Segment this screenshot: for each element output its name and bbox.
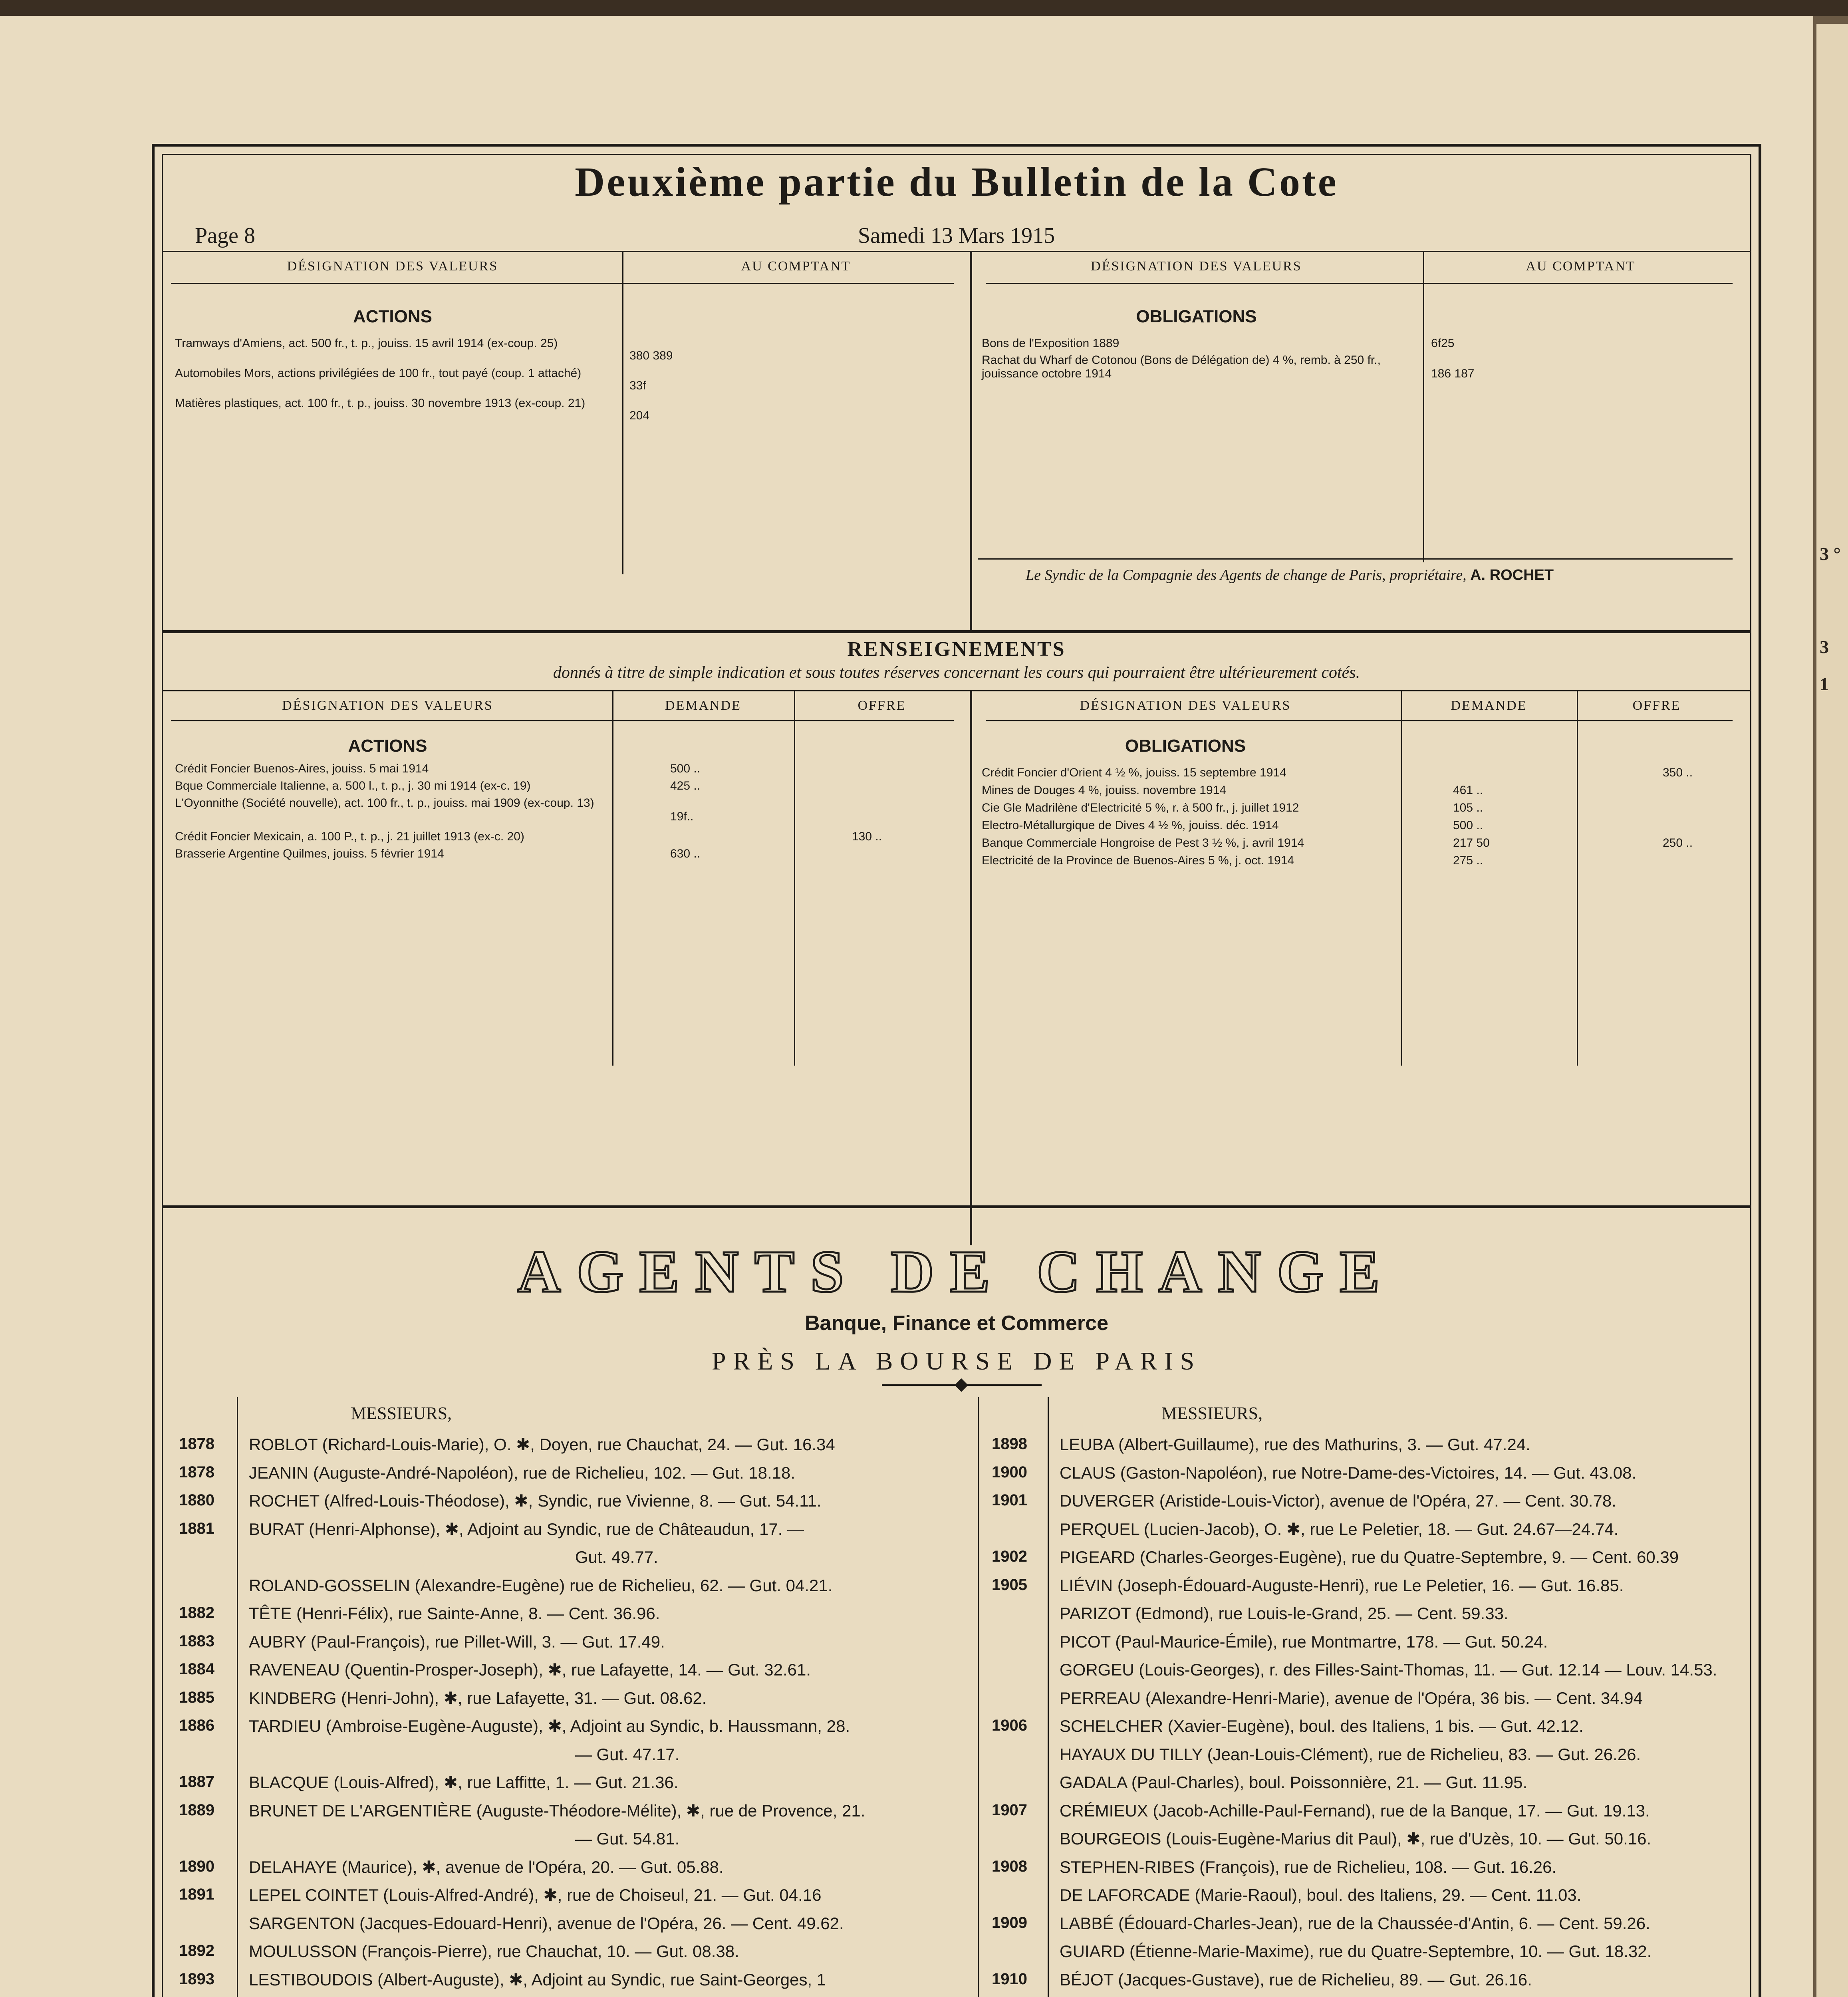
- page-frame: [152, 144, 1761, 1997]
- rule: [171, 720, 954, 721]
- agent-entry: LEUBA (Albert-Guillaume), rue des Mathurins, 3. — Gut. 47.24.: [1060, 1435, 1530, 1454]
- rens-row-name: Electro-Métallurgique de Dives 4 ½ %, jouiss. déc. 1914: [982, 819, 1279, 832]
- agent-year: 1881: [179, 1519, 214, 1537]
- page-number: Page 8: [195, 223, 255, 248]
- agent-entry: BLACQUE (Louis-Alfred), ✱, rue Laffitte, 1. — Gut. 21.36.: [249, 1773, 679, 1792]
- ornament-diamond: [955, 1378, 968, 1392]
- syndic-note: [1026, 566, 1554, 584]
- newspaper-page: [0, 16, 1813, 1997]
- col-header-designation: DÉSIGNATION DES VALEURS: [282, 698, 493, 713]
- rule: [978, 558, 1733, 560]
- page-title: Deuxième partie du Bulletin de la Cote: [575, 159, 1338, 205]
- agent-entry: CRÉMIEUX (Jacob-Achille-Paul-Fernand), rue de la Banque, 17. — Gut. 19.13.: [1060, 1801, 1650, 1820]
- rens-demande: 500 ..: [670, 762, 701, 775]
- agent-entry: PERQUEL (Lucien-Jacob), O. ✱, rue Le Peletier, 18. — Gut. 24.67—24.74.: [1060, 1519, 1619, 1538]
- section-rule: [163, 1205, 1750, 1208]
- agent-entry: ROCHET (Alfred-Louis-Théodose), ✱, Syndic, rue Vivienne, 8. — Gut. 54.11.: [249, 1491, 822, 1510]
- rens-row-name: Brasserie Argentine Quilmes, jouiss. 5 février 1914: [175, 847, 444, 860]
- agents-subtitle-bourse: PRÈS LA BOURSE DE PARIS: [711, 1347, 1202, 1375]
- agent-entry: CLAUS (Gaston-Napoléon), rue Notre-Dame-des-Victoires, 14. — Gut. 43.08.: [1060, 1463, 1637, 1482]
- agent-entry: DUVERGER (Aristide-Louis-Victor), avenue de l'Opéra, 27. — Cent. 30.78.: [1060, 1491, 1616, 1510]
- agent-entry: PERREAU (Alexandre-Henri-Marie), avenue de l'Opéra, 36 bis. — Cent. 34.94: [1060, 1688, 1643, 1707]
- col-header-designation: DÉSIGNATION DES VALEURS: [1091, 259, 1302, 274]
- agent-year: 1900: [992, 1463, 1027, 1481]
- agent-entry: LEPEL COINTET (Louis-Alfred-André), ✱, rue de Choiseul, 21. — Gut. 04.16: [249, 1886, 822, 1904]
- col-header-offre: OFFRE: [858, 698, 906, 713]
- agent-entry: DE LAFORCADE (Marie-Raoul), boul. des Italiens, 29. — Cent. 11.03.: [1060, 1886, 1582, 1904]
- agent-entry: GORGEU (Louis-Georges), r. des Filles-Saint-Thomas, 11. — Gut. 12.14 — Louv. 14.53.: [1060, 1660, 1717, 1679]
- section-rule: [163, 630, 1750, 633]
- rens-demande: 275 ..: [1453, 854, 1483, 867]
- rule: [171, 283, 954, 284]
- messieurs-left: MESSIEURS,: [351, 1403, 452, 1423]
- center-divider: [978, 1397, 979, 1997]
- renseignements-subtitle: donnés à titre de simple indication et sous toutes réserves concernant les cours qui pourraient être ultérieurement cotés.: [553, 663, 1360, 682]
- rens-demande: 105 ..: [1453, 801, 1483, 814]
- agent-entry: HAYAUX DU TILLY (Jean-Louis-Clément), rue de Richelieu, 83. — Gut. 26.26.: [1060, 1745, 1641, 1764]
- cote-row-value: 204: [629, 409, 650, 422]
- rens-offre: 350 ..: [1663, 766, 1693, 779]
- agent-entry: ROBLOT (Richard-Louis-Marie), O. ✱, Doyen, rue Chauchat, 24. — Gut. 16.34: [249, 1435, 835, 1454]
- rens-row-name: Crédit Foncier d'Orient 4 ½ %, jouiss. 15 septembre 1914: [982, 766, 1286, 779]
- agent-entry: SARGENTON (Jacques-Edouard-Henri), avenue de l'Opéra, 26. — Cent. 49.62.: [249, 1914, 844, 1933]
- agent-year: 1908: [992, 1857, 1027, 1875]
- col-header-comptant: AU COMPTANT: [741, 259, 851, 274]
- renseignements-title: RENSEIGNEMENTS: [847, 638, 1066, 661]
- cote-row-name: Tramways d'Amiens, act. 500 fr., t. p., jouiss. 15 avril 1914 (ex-coup. 25): [175, 337, 558, 350]
- col-header-offre: OFFRE: [1632, 698, 1681, 713]
- rens-demande: 630 ..: [670, 847, 701, 860]
- edge-fragment: 1: [1820, 674, 1829, 694]
- cote-row-name: Automobiles Mors, actions privilégiées de 100 fr., tout payé (coup. 1 attaché): [175, 367, 582, 380]
- agent-year: 1890: [179, 1857, 214, 1875]
- rule: [163, 690, 1750, 691]
- rens-row-name: Bque Commerciale Italienne, a. 500 l., t. p., j. 30 mi 1914 (ex-c. 19): [175, 779, 531, 792]
- agent-entry: BURAT (Henri-Alphonse), ✱, Adjoint au Syndic, rue de Châteaudun, 17. —: [249, 1519, 804, 1538]
- agent-entry: PIGEARD (Charles-Georges-Eugène), rue du Quatre-Septembre, 9. — Cent. 60.39: [1060, 1548, 1679, 1566]
- rens-demande: 217 50: [1453, 836, 1490, 850]
- year-column-divider: [1048, 1397, 1049, 1997]
- agent-entry: STEPHEN-RIBES (François), rue de Richelieu, 108. — Gut. 16.26.: [1060, 1857, 1557, 1876]
- col-header-comptant: AU COMPTANT: [1526, 259, 1636, 274]
- rens-offre: 130 ..: [852, 830, 882, 843]
- agent-year: 1905: [992, 1576, 1027, 1594]
- rens-demande: 500 ..: [1453, 819, 1483, 832]
- agent-year: 1901: [992, 1491, 1027, 1509]
- section-obligations: OBLIGATIONS: [1136, 307, 1257, 326]
- agent-entry: BRUNET DE L'ARGENTIÈRE (Auguste-Théodore-Mélite), ✱, rue de Provence, 21.: [249, 1801, 865, 1820]
- section-obligations: OBLIGATIONS: [1125, 736, 1246, 756]
- syndic-name: A. ROCHET: [1470, 567, 1554, 584]
- agent-entry: KINDBERG (Henri-John), ✱, rue Lafayette, 31. — Gut. 08.62.: [249, 1688, 707, 1707]
- rens-row-name: Electricité de la Province de Buenos-Aires 5 %, j. oct. 1914: [982, 854, 1294, 867]
- agent-entry: LESTIBOUDOIS (Albert-Auguste), ✱, Adjoint au Syndic, rue Saint-Georges, 1: [249, 1970, 826, 1989]
- agent-year: 1906: [992, 1717, 1027, 1734]
- agent-entry: BÉJOT (Jacques-Gustave), rue de Richelieu, 89. — Gut. 26.16.: [1060, 1970, 1532, 1989]
- section-actions: ACTIONS: [348, 736, 427, 756]
- page-frame-inner: [162, 154, 1751, 1997]
- rens-row-name: Mines de Douges 4 %, jouiss. novembre 1914: [982, 784, 1227, 797]
- cote-row-name: Matières plastiques, act. 100 fr., t. p., jouiss. 30 novembre 1913 (ex-coup. 21): [175, 397, 586, 410]
- edge-fragment: 3 °: [1820, 544, 1841, 564]
- column-divider: [612, 690, 613, 1066]
- agent-year: 1878: [179, 1463, 214, 1481]
- rens-row-name: Crédit Foncier Mexicain, a. 100 P., t. p., j. 21 juillet 1913 (ex-c. 20): [175, 830, 524, 843]
- next-page-edge: [1816, 24, 1848, 1997]
- agent-entry: PARIZOT (Edmond), rue Louis-le-Grand, 25. — Cent. 59.33.: [1060, 1604, 1509, 1623]
- cote-row-value: 6f25: [1431, 337, 1455, 350]
- rens-row-name: L'Oyonnithe (Société nouvelle), act. 100 fr., t. p., jouiss. mai 1909 (ex-coup. 13): [175, 796, 594, 810]
- agent-entry: MOULUSSON (François-Pierre), rue Chauchat, 10. — Gut. 08.38.: [249, 1942, 739, 1961]
- rens-row-name: Cie Gle Madrilène d'Electricité 5 %, r. à 500 fr., j. juillet 1912: [982, 801, 1299, 814]
- cote-row-name: Bons de l'Exposition 1889: [982, 337, 1120, 350]
- agent-entry: SCHELCHER (Xavier-Eugène), boul. des Italiens, 1 bis. — Gut. 42.12.: [1060, 1717, 1584, 1735]
- agent-year: 1884: [179, 1660, 214, 1678]
- agent-year: 1909: [992, 1914, 1027, 1931]
- agent-entry: GUIARD (Étienne-Marie-Maxime), rue du Quatre-Septembre, 10. — Gut. 18.32.: [1060, 1942, 1652, 1961]
- agent-year: 1892: [179, 1942, 214, 1959]
- rule: [986, 720, 1733, 721]
- agent-entry: — Gut. 54.81.: [249, 1829, 680, 1848]
- agent-entry: JEANIN (Auguste-André-Napoléon), rue de Richelieu, 102. — Gut. 18.18.: [249, 1463, 796, 1482]
- rule: [986, 283, 1733, 284]
- rule: [163, 251, 1750, 252]
- agent-entry: Gut. 49.77.: [249, 1548, 658, 1566]
- agent-year: 1893: [179, 1970, 214, 1988]
- agent-year: 1891: [179, 1886, 214, 1903]
- agent-year: 1885: [179, 1688, 214, 1706]
- section-actions: ACTIONS: [353, 307, 432, 326]
- cote-row-value: 380 389: [629, 349, 673, 362]
- agent-entry: TÊTE (Henri-Félix), rue Sainte-Anne, 8. — Cent. 36.96.: [249, 1604, 660, 1623]
- column-divider: [1423, 251, 1424, 562]
- agent-entry: LIÉVIN (Joseph-Édouard-Auguste-Henri), rue Le Peletier, 16. — Gut. 16.85.: [1060, 1576, 1624, 1595]
- edge-fragment: 3: [1820, 637, 1829, 657]
- agent-entry: PICOT (Paul-Maurice-Émile), rue Montmartre, 178. — Gut. 50.24.: [1060, 1632, 1548, 1651]
- agents-subtitle: Banque, Finance et Commerce: [805, 1312, 1108, 1335]
- agent-year: 1898: [992, 1435, 1027, 1453]
- agent-entry: — Gut. 47.17.: [249, 1745, 680, 1764]
- rens-row-name: Banque Commerciale Hongroise de Pest 3 ½ %, j. avril 1914: [982, 836, 1304, 850]
- agent-year: 1878: [179, 1435, 214, 1453]
- col-header-designation: DÉSIGNATION DES VALEURS: [287, 259, 498, 274]
- messieurs-right: MESSIEURS,: [1161, 1403, 1263, 1423]
- rens-demande: 19f..: [670, 810, 694, 823]
- column-divider: [1577, 690, 1578, 1066]
- rens-row-name: Crédit Foncier Buenos-Aires, jouiss. 5 mai 1914: [175, 762, 429, 775]
- agent-year: 1889: [179, 1801, 214, 1819]
- agent-year: 1882: [179, 1604, 214, 1622]
- column-divider: [794, 690, 795, 1066]
- col-header-demande: DEMANDE: [665, 698, 741, 713]
- cote-row-value: 33f: [629, 379, 646, 392]
- agent-entry: BOURGEOIS (Louis-Eugène-Marius dit Paul), ✱, rue d'Uzès, 10. — Gut. 50.16.: [1060, 1829, 1651, 1848]
- center-divider: [970, 690, 972, 1245]
- agent-entry: DELAHAYE (Maurice), ✱, avenue de l'Opéra, 20. — Gut. 05.88.: [249, 1857, 724, 1876]
- col-header-demande: DEMANDE: [1451, 698, 1527, 713]
- agent-entry: GADALA (Paul-Charles), boul. Poissonnière, 21. — Gut. 11.95.: [1060, 1773, 1528, 1792]
- agents-title: AGENTS DE CHANGE: [517, 1239, 1396, 1305]
- agent-year: 1907: [992, 1801, 1027, 1819]
- rens-demande: 425 ..: [670, 779, 701, 792]
- agent-year: 1886: [179, 1717, 214, 1734]
- rens-offre: 250 ..: [1663, 836, 1693, 850]
- issue-date: Samedi 13 Mars 1915: [858, 223, 1055, 248]
- agent-entry: LABBÉ (Édouard-Charles-Jean), rue de la Chaussée-d'Antin, 6. — Cent. 59.26.: [1060, 1914, 1650, 1933]
- column-divider: [622, 251, 623, 574]
- agent-entry: ROLAND-GOSSELIN (Alexandre-Eugène) rue de Richelieu, 62. — Gut. 04.21.: [249, 1576, 833, 1595]
- agent-entry: TARDIEU (Ambroise-Eugène-Auguste), ✱, Adjoint au Syndic, b. Haussmann, 28.: [249, 1717, 850, 1735]
- syndic-text: Le Syndic de la Compagnie des Agents de change de Paris, propriétaire,: [1026, 567, 1467, 584]
- agent-year: 1902: [992, 1548, 1027, 1565]
- agent-year: 1883: [179, 1632, 214, 1650]
- agent-year: 1910: [992, 1970, 1027, 1988]
- column-divider: [1401, 690, 1402, 1066]
- cote-row-value: 186 187: [1431, 367, 1475, 380]
- agent-entry: AUBRY (Paul-François), rue Pillet-Will, 3. — Gut. 17.49.: [249, 1632, 665, 1651]
- col-header-designation: DÉSIGNATION DES VALEURS: [1080, 698, 1291, 713]
- cote-row-name: Rachat du Wharf de Cotonou (Bons de Délégation de) 4 %, remb. à 250 fr., jouissance octobre 1914: [982, 353, 1381, 380]
- agent-year: 1880: [179, 1491, 214, 1509]
- rens-demande: 461 ..: [1453, 784, 1483, 797]
- year-column-divider: [237, 1397, 238, 1997]
- agent-year: 1887: [179, 1773, 214, 1791]
- agent-entry: RAVENEAU (Quentin-Prosper-Joseph), ✱, rue Lafayette, 14. — Gut. 32.61.: [249, 1660, 811, 1679]
